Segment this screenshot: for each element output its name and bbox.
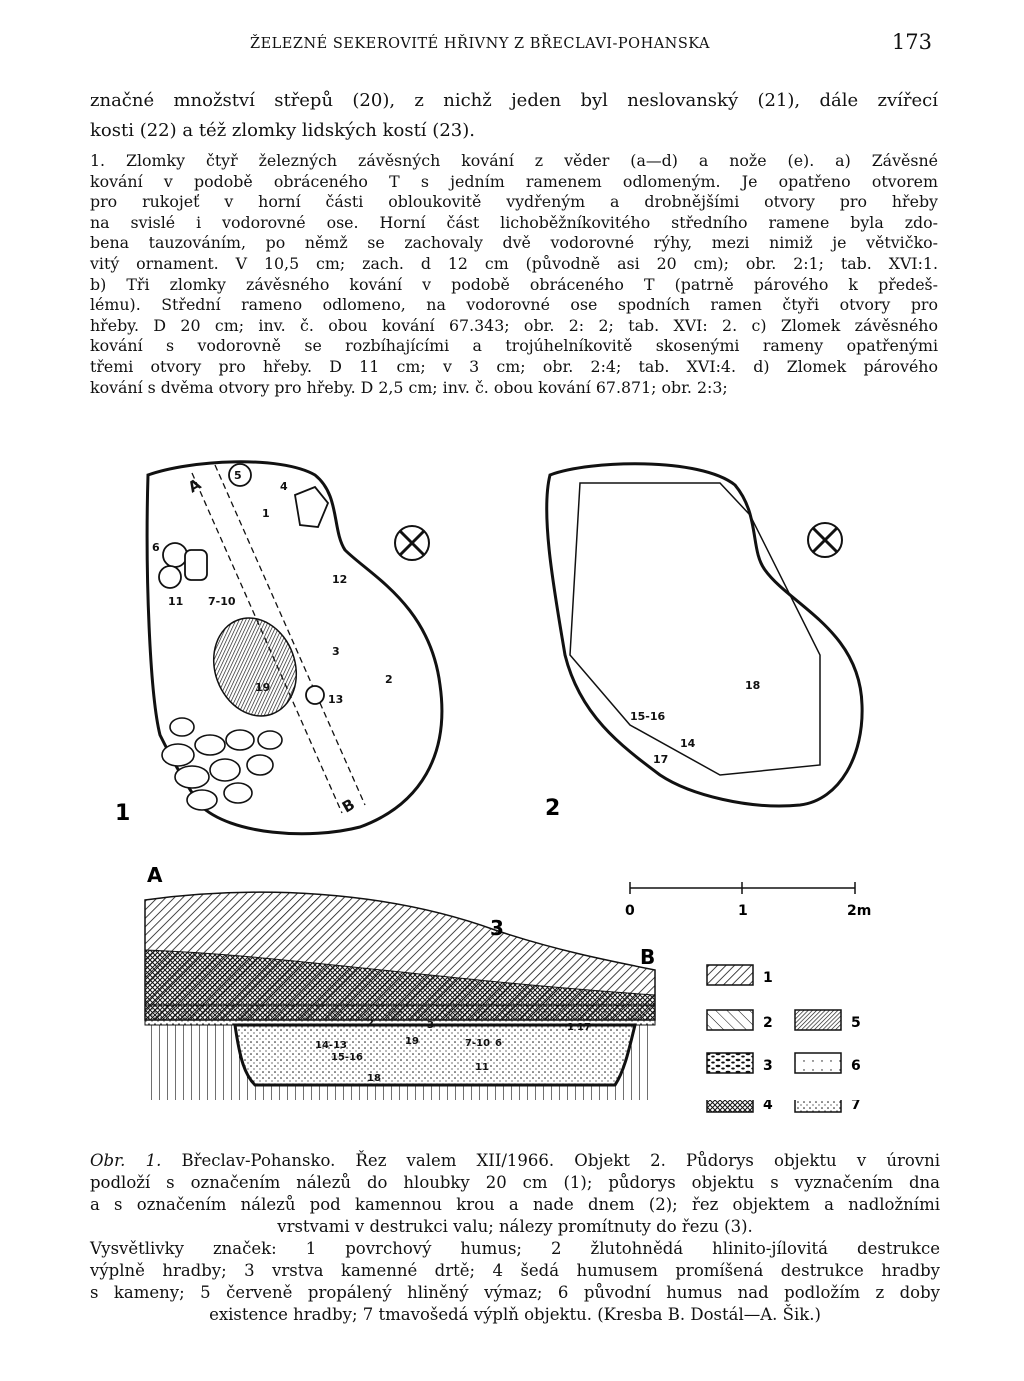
plan-1-label: 1 xyxy=(115,801,131,826)
find-label: 2 xyxy=(385,673,393,686)
figure-reference: Obr. 1. xyxy=(90,1151,162,1170)
find-label: 1 xyxy=(567,1022,574,1033)
plan-2-label: 2 xyxy=(545,796,561,821)
find-label: 6 xyxy=(495,1038,502,1049)
legend-number: 1 xyxy=(763,970,773,986)
legend-number: 7 xyxy=(851,1100,861,1113)
find-label: 18 xyxy=(367,1073,381,1084)
plan-1 xyxy=(115,462,442,834)
section-mark-a: A xyxy=(185,475,205,497)
text-line: na svislé i vodorovné ose. Horní část lichoběžníkovitého středního ramene byla zdo- xyxy=(90,212,938,232)
text-line: lému). Střední rameno odlomeno, na vodorovné ose spodních ramen čtyři otvory pro xyxy=(90,295,938,315)
find-label: 19 xyxy=(405,1036,419,1047)
find-label: 18 xyxy=(745,679,761,692)
page-header xyxy=(90,30,938,60)
text-line: vitý ornament. V 10,5 cm; zach. d 12 cm (původně asi 20 cm); obr. 2:1; tab. XVI:1. xyxy=(90,253,938,273)
section-start-label: A xyxy=(147,863,163,887)
caption-line: existence hradby; 7 tmavošedá výplň objektu. (Kresba B. Dostál—A. Šik.) xyxy=(209,1305,821,1324)
scale-tick: 0 xyxy=(625,903,635,919)
caption-line: s kameny; 5 červeně propálený hliněný výmaz; 6 původní humus nad podložím z doby xyxy=(90,1283,940,1302)
text-line: kování s vodorovně se rozbíhajícími a trojúhelníkovitě skosenými rameny opatřenými xyxy=(90,336,938,356)
legend-number: 5 xyxy=(851,1015,861,1031)
figure-caption xyxy=(90,1150,940,1326)
text-line: kování v podobě obráceného T s jedním ramenem odlomeným. Je opatřeno otvorem xyxy=(90,171,938,191)
intro-paragraph xyxy=(90,86,938,146)
legend-lower-row xyxy=(700,1100,940,1135)
legend-number: 2 xyxy=(763,1015,773,1031)
find-label: 11 xyxy=(475,1062,489,1073)
find-label: 7-10 xyxy=(465,1038,491,1049)
text-line: kosti (22) a též zlomky lidských kostí (23). xyxy=(90,120,475,141)
text-line: bena tauzováním, po němž se zachovaly dvě vodorovné rýhy, mezi nimiž je větvičko- xyxy=(90,233,938,253)
find-label: 19 xyxy=(255,681,271,694)
text-line: b) Tři zlomky závěsného kování v podobě obráceného T (patrně párového k předeš- xyxy=(90,274,938,294)
text-line: kování s dvěma otvory pro hřeby. D 2,5 cm; inv. č. obou kování 67.871; obr. 2:3; xyxy=(90,377,728,397)
caption-line: podloží s označením nálezů do hloubky 20 cm (1); půdorys objektu s vyznačením dna xyxy=(90,1173,940,1192)
caption-line: výplně hradby; 3 vrstva kamenné drtě; 4 šedá humusem promíšená destrukce hradby xyxy=(90,1261,940,1280)
page-number: 173 xyxy=(891,30,932,54)
plan-2 xyxy=(545,464,862,821)
caption-line: a s označením nálezů pod kamennou krou a nade dnem (2); řez objektem a nadložními xyxy=(90,1195,940,1214)
find-label: 4 xyxy=(280,480,288,493)
caption-line: Vysvětlivky značek: 1 povrchový humus; 2 žlutohnědá hlinito-jílovitá destrukce xyxy=(90,1239,940,1258)
legend-number: 4 xyxy=(763,1100,773,1113)
north-arrow-icon xyxy=(395,526,429,560)
section-end-label: B xyxy=(640,945,656,969)
burnt-clay-patch xyxy=(200,606,309,727)
pit-outline xyxy=(547,464,862,806)
text-line: 1. Zlomky čtyř železných závěsných kování z věder (a—d) a nože (e). a) Závěsné xyxy=(90,151,938,170)
find-label: 11 xyxy=(168,595,184,608)
finds-description xyxy=(90,151,938,398)
find-label: 3 xyxy=(427,1020,434,1031)
find-label: 3 xyxy=(332,645,340,658)
section-mark-b: B xyxy=(339,795,358,817)
find-label: 17 xyxy=(577,1022,591,1033)
text-line: značné množství střepů (20), z nichž jeden byl neslovanský (21), dále zvířecí xyxy=(90,90,938,111)
find-label: 12 xyxy=(332,573,348,586)
legend-number: 3 xyxy=(763,1058,773,1074)
scale-bar xyxy=(625,882,871,919)
text-line: pro rukojeť v horní části obloukovitě vydřeným a drobnějšími otvory pro hřeby xyxy=(90,192,938,212)
find-label: 15-16 xyxy=(331,1052,363,1063)
stone-cluster xyxy=(162,718,282,810)
find-label: 1 xyxy=(262,507,270,520)
find-label: 14-13 xyxy=(315,1040,347,1051)
text-line: třemi otvory pro hřeby. D 11 cm; v 3 cm; obr. 2:4; tab. XVI:4. d) Zlomek párového xyxy=(90,356,938,376)
section-label: 3 xyxy=(490,916,504,940)
legend-number: 6 xyxy=(851,1058,861,1074)
find-label: 7-10 xyxy=(208,595,236,608)
scale-tick: 1 xyxy=(738,903,748,919)
legend xyxy=(707,965,861,1074)
find-label: 13 xyxy=(328,693,344,706)
caption-line xyxy=(90,1150,940,1172)
scale-tick: 2m xyxy=(847,903,872,919)
caption-text: Břeclav-Pohansko. Řez valem XII/1966. Objekt 2. Půdorys objektu v úrovni xyxy=(161,1151,940,1170)
north-arrow-icon xyxy=(808,523,842,557)
find-label: 14 xyxy=(680,737,696,750)
running-title: ŽELEZNÉ SEKEROVITÉ HŘIVNY Z BŘECLAVI-POHANSKA xyxy=(250,36,711,52)
find-label: 17 xyxy=(653,753,669,766)
plan-2-find-labels xyxy=(630,679,760,766)
find-label: 2 xyxy=(367,1018,374,1029)
caption-line: vrstvami v destrukci valu; nálezy promítnuty do řezu (3). xyxy=(277,1217,753,1236)
find-label: 5 xyxy=(234,469,242,482)
section-drawing xyxy=(135,860,935,1100)
find-label: 15-16 xyxy=(630,710,666,723)
section-svg xyxy=(135,860,935,1100)
text-line: hřeby. D 20 cm; inv. č. obou kování 67.343; obr. 2: 2; tab. XVI: 2. c) Zlomek závěsného xyxy=(90,315,938,335)
find-label: 6 xyxy=(152,541,160,554)
